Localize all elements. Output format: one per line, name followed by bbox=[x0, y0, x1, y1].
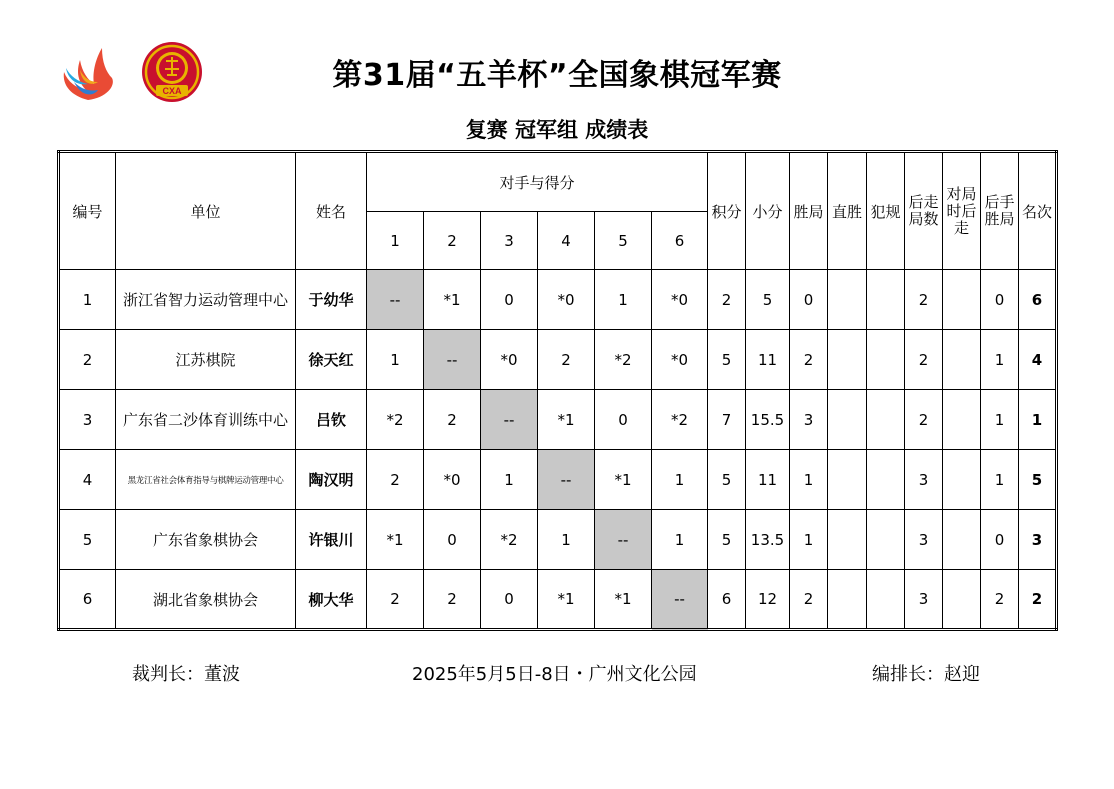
score-cell: -- bbox=[595, 510, 652, 570]
header-no: 编号 bbox=[59, 152, 116, 270]
score-cell: 2 bbox=[538, 330, 595, 390]
page-title: 第31届“五羊杯”全国象棋冠军赛 bbox=[332, 58, 782, 93]
results-table bbox=[57, 150, 1058, 631]
row-points-cell: 5 bbox=[708, 510, 746, 570]
table-row bbox=[59, 450, 1057, 510]
header-second-games: 后走 局数 bbox=[905, 152, 943, 270]
score-cell: *1 bbox=[538, 390, 595, 450]
row-second-wins-cell: 1 bbox=[981, 330, 1019, 390]
row-fouls-cell bbox=[867, 270, 905, 330]
row-rank-cell: 6 bbox=[1019, 270, 1057, 330]
row-no-cell: 2 bbox=[59, 330, 116, 390]
row-unit-cell: 湖北省象棋协会 bbox=[116, 570, 296, 630]
row-wins-cell: 1 bbox=[790, 450, 828, 510]
header-opp-6: 6 bbox=[652, 212, 708, 270]
header-opp-1: 1 bbox=[367, 212, 424, 270]
score-cell: *1 bbox=[424, 270, 481, 330]
row-points-cell: 6 bbox=[708, 570, 746, 630]
row-rank-cell: 4 bbox=[1019, 330, 1057, 390]
score-cell: 0 bbox=[481, 570, 538, 630]
row-rank-cell: 3 bbox=[1019, 510, 1057, 570]
row-no-cell: 1 bbox=[59, 270, 116, 330]
score-cell: 1 bbox=[595, 270, 652, 330]
row-rank-cell: 2 bbox=[1019, 570, 1057, 630]
row-sub-points-cell: 15.5 bbox=[746, 390, 790, 450]
score-cell: *1 bbox=[595, 570, 652, 630]
score-cell: 1 bbox=[481, 450, 538, 510]
header-opponents: 对手与得分 bbox=[367, 152, 708, 212]
row-rank-cell: 5 bbox=[1019, 450, 1057, 510]
row-points-cell: 5 bbox=[708, 450, 746, 510]
row-wins-cell: 1 bbox=[790, 510, 828, 570]
row-unit-cell: 广东省象棋协会 bbox=[116, 510, 296, 570]
date-venue-text: 2025年5月5日-8日・广州文化公园 bbox=[412, 664, 697, 685]
row-rank-cell: 1 bbox=[1019, 390, 1057, 450]
score-cell: *1 bbox=[595, 450, 652, 510]
score-cell: 1 bbox=[652, 450, 708, 510]
score-cell: *0 bbox=[424, 450, 481, 510]
row-second-games-cell: 2 bbox=[905, 330, 943, 390]
row-direct-cell bbox=[828, 330, 867, 390]
header-direct: 直胜 bbox=[828, 152, 867, 270]
row-name-cell: 许银川 bbox=[296, 510, 367, 570]
score-cell: 2 bbox=[367, 450, 424, 510]
row-wins-cell: 0 bbox=[790, 270, 828, 330]
score-cell: 2 bbox=[424, 390, 481, 450]
row-direct-cell bbox=[828, 270, 867, 330]
row-direct-cell bbox=[828, 570, 867, 630]
row-sub-points-cell: 13.5 bbox=[746, 510, 790, 570]
row-h2h-cell bbox=[943, 510, 981, 570]
row-second-games-cell: 3 bbox=[905, 510, 943, 570]
header-name: 姓名 bbox=[296, 152, 367, 270]
svg-text:CXA: CXA bbox=[162, 86, 182, 96]
referee-text: 裁判长：董波 bbox=[132, 664, 240, 685]
score-cell: *1 bbox=[367, 510, 424, 570]
row-fouls-cell bbox=[867, 450, 905, 510]
row-direct-cell bbox=[828, 510, 867, 570]
page-subtitle: 复赛 冠军组 成绩表 bbox=[465, 118, 649, 142]
score-cell: 1 bbox=[367, 330, 424, 390]
table-row bbox=[59, 510, 1057, 570]
score-cell: *2 bbox=[652, 390, 708, 450]
header-rank: 名次 bbox=[1019, 152, 1057, 270]
score-cell: -- bbox=[481, 390, 538, 450]
table-row bbox=[59, 330, 1057, 390]
header-points: 积分 bbox=[708, 152, 746, 270]
row-name-cell: 陶汉明 bbox=[296, 450, 367, 510]
row-name-cell: 柳大华 bbox=[296, 570, 367, 630]
row-no-cell: 5 bbox=[59, 510, 116, 570]
table-row bbox=[59, 270, 1057, 330]
score-cell: *0 bbox=[538, 270, 595, 330]
row-fouls-cell bbox=[867, 330, 905, 390]
row-sub-points-cell: 11 bbox=[746, 450, 790, 510]
row-h2h-cell bbox=[943, 330, 981, 390]
score-cell: *2 bbox=[367, 390, 424, 450]
score-cell: -- bbox=[367, 270, 424, 330]
score-cell: -- bbox=[538, 450, 595, 510]
row-wins-cell: 2 bbox=[790, 570, 828, 630]
arranger-text: 编排长：赵迎 bbox=[872, 664, 980, 685]
header-unit: 单位 bbox=[116, 152, 296, 270]
row-second-games-cell: 3 bbox=[905, 450, 943, 510]
row-second-wins-cell: 0 bbox=[981, 510, 1019, 570]
row-second-wins-cell: 0 bbox=[981, 270, 1019, 330]
score-cell: 1 bbox=[652, 510, 708, 570]
row-name-cell: 徐天红 bbox=[296, 330, 367, 390]
header-fouls: 犯规 bbox=[867, 152, 905, 270]
header-opp-5: 5 bbox=[595, 212, 652, 270]
row-unit-cell: 浙江省智力运动管理中心 bbox=[116, 270, 296, 330]
header-wins: 胜局 bbox=[790, 152, 828, 270]
score-cell: *2 bbox=[595, 330, 652, 390]
header-opp-2: 2 bbox=[424, 212, 481, 270]
row-no-cell: 6 bbox=[59, 570, 116, 630]
score-cell: *1 bbox=[538, 570, 595, 630]
score-cell: 1 bbox=[538, 510, 595, 570]
score-cell: *0 bbox=[652, 330, 708, 390]
row-no-cell: 4 bbox=[59, 450, 116, 510]
row-sub-points-cell: 5 bbox=[746, 270, 790, 330]
row-second-games-cell: 2 bbox=[905, 390, 943, 450]
row-h2h-cell bbox=[943, 570, 981, 630]
row-h2h-cell bbox=[943, 390, 981, 450]
row-points-cell: 7 bbox=[708, 390, 746, 450]
score-cell: *0 bbox=[481, 330, 538, 390]
score-cell: 0 bbox=[481, 270, 538, 330]
row-second-games-cell: 2 bbox=[905, 270, 943, 330]
row-name-cell: 于幼华 bbox=[296, 270, 367, 330]
row-fouls-cell bbox=[867, 390, 905, 450]
score-cell: *2 bbox=[481, 510, 538, 570]
score-cell: -- bbox=[652, 570, 708, 630]
header-opp-3: 3 bbox=[481, 212, 538, 270]
table-row bbox=[59, 570, 1057, 630]
row-points-cell: 5 bbox=[708, 330, 746, 390]
row-second-wins-cell: 1 bbox=[981, 450, 1019, 510]
row-points-cell: 2 bbox=[708, 270, 746, 330]
header-h2h-second: 对局 时后 走 bbox=[943, 152, 981, 270]
score-cell: *0 bbox=[652, 270, 708, 330]
row-name-cell: 吕钦 bbox=[296, 390, 367, 450]
score-cell: 0 bbox=[595, 390, 652, 450]
row-unit-cell: 黑龙江省社会体育指导与棋牌运动管理中心 bbox=[116, 450, 296, 510]
row-sub-points-cell: 11 bbox=[746, 330, 790, 390]
row-second-wins-cell: 1 bbox=[981, 390, 1019, 450]
row-direct-cell bbox=[828, 450, 867, 510]
score-cell: 2 bbox=[424, 570, 481, 630]
row-unit-cell: 江苏棋院 bbox=[116, 330, 296, 390]
row-direct-cell bbox=[828, 390, 867, 450]
row-second-wins-cell: 2 bbox=[981, 570, 1019, 630]
row-h2h-cell bbox=[943, 270, 981, 330]
row-h2h-cell bbox=[943, 450, 981, 510]
score-cell: -- bbox=[424, 330, 481, 390]
row-no-cell: 3 bbox=[59, 390, 116, 450]
row-fouls-cell bbox=[867, 510, 905, 570]
header-sub-points: 小分 bbox=[746, 152, 790, 270]
row-sub-points-cell: 12 bbox=[746, 570, 790, 630]
row-fouls-cell bbox=[867, 570, 905, 630]
row-second-games-cell: 3 bbox=[905, 570, 943, 630]
score-cell: 2 bbox=[367, 570, 424, 630]
header-second-wins: 后手 胜局 bbox=[981, 152, 1019, 270]
row-wins-cell: 2 bbox=[790, 330, 828, 390]
row-unit-cell: 广东省二沙体育训练中心 bbox=[116, 390, 296, 450]
score-cell: 0 bbox=[424, 510, 481, 570]
table-row bbox=[59, 390, 1057, 450]
row-wins-cell: 3 bbox=[790, 390, 828, 450]
header-opp-4: 4 bbox=[538, 212, 595, 270]
